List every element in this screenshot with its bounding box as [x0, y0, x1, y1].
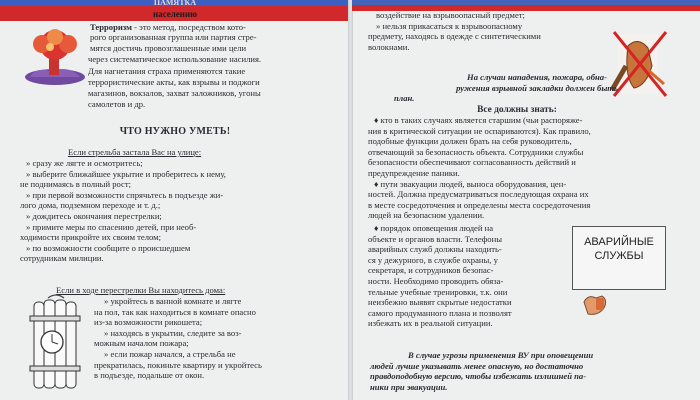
home-list [94, 296, 332, 381]
list-item: ся у дежурного, в службе охраны, у [368, 254, 498, 265]
home-heading: Если в ходе перестрелки Вы находитесь дома: [56, 285, 226, 295]
intro-term: Терроризм [90, 22, 132, 32]
list-item: » при первой возможности спрячьтесь в подъезде жи- [26, 189, 224, 200]
list-item: » укройтесь в ванной комнате и лягте [104, 296, 242, 306]
list-item: воздействие на взрывоопасный предмет; [376, 10, 525, 20]
list-item: не поднимаясь в полный рост; [20, 179, 131, 190]
intro-line-b: рого организованная группа или партия стре- [90, 32, 257, 42]
attack-plan-title: На случаи нападения, пожара, обна- ружения взрывной закладки должен быть план. [394, 72, 618, 104]
list-item: » примите меры по спасению детей, при необ- [26, 221, 197, 232]
header-title-top: ПАМЯТКА [153, 0, 197, 7]
list-item: самого продуманного плана и позволят [368, 307, 512, 318]
list-item: избежать их в реальной ситуации. [368, 318, 493, 329]
list-item: тельные учебные тренировки, т.к. они [368, 286, 508, 297]
right-page [352, 0, 700, 400]
intro-line-d: через систематическое использование насилия. [88, 54, 262, 64]
street-list [20, 158, 332, 264]
list-item: ходимости прикройте их своим телом; [20, 232, 161, 243]
know-list-full [368, 115, 692, 221]
list-item: » сразу же лягте и осмотритесь; [26, 158, 143, 168]
intro-line-a: - это метод, посредством кото- [132, 22, 246, 32]
list-item: объекте и органов власти. Телефоны [368, 233, 502, 244]
intro-line-g: магазинов, вокзалов, захват заложников, угоны [88, 88, 261, 98]
list-item: ности. Необходимо проводить обяза- [368, 275, 504, 286]
list-item: ♦ пути эвакуации людей, выноса оборудования, цен- [374, 178, 567, 189]
intro-line-h: самолетов и др. [88, 99, 146, 109]
street-heading: Если стрельба застала Вас на улице: [68, 147, 202, 157]
list-item: » если пожар начался, а стрельба не [104, 348, 236, 359]
list-item: на пол, так как находиться в комнате опасно [94, 306, 256, 317]
emergency-services-box [572, 226, 666, 290]
list-item: ностей. Должна предусматриваться последующая охрана их [368, 189, 589, 200]
intro-line-c: мятся достичь провозглашенные ими цели [90, 43, 247, 53]
list-item: в месте сосредоточения и определены места сосредоточения [368, 199, 591, 210]
list-item: предупреждение паники. [368, 167, 460, 178]
list-item: прекратилась, покиньте квартиру и укройтесь [94, 359, 262, 370]
list-item: неизбежно выявят скрытые недостатки [368, 297, 512, 308]
list-item: » дождитесь окончания перестрелки; [26, 210, 162, 221]
intro-line-f: террористические акты, как взрывы и поджоги [88, 77, 260, 87]
section-title: ЧТО НУЖНО УМЕТЬ! [119, 126, 231, 137]
list-item: лого дома, подземном переходе и т. д.; [20, 200, 161, 211]
bottom-note: В случае угрозы применения ВУ при оповещении людей лучше указывать менее опасную, но достаточно правдоподобную версию, чтобы избежать излишней па- ники при эвакуации. [370, 350, 594, 392]
list-item: волокнами. [368, 41, 410, 52]
all-must-know-heading: Все должны знать: [477, 105, 557, 115]
list-item: аварийных служб должны находить- [368, 244, 502, 255]
list-item: » по возможности сообщите о происшедшем [26, 242, 191, 253]
list-item: людей на безопасном удалении. [368, 210, 485, 221]
list-item: ♦ порядок оповещения людей на [374, 223, 494, 233]
dynamite-bomb-icon [26, 292, 84, 392]
header-title: населению [152, 9, 198, 19]
list-item: в подъезде, подальше от окон. [94, 370, 205, 381]
list-item: » находясь в укрытии, следите за воз- [104, 327, 242, 338]
emergency-line-2: СЛУЖБЫ [594, 250, 644, 262]
list-item: » выберите ближайшее укрытие и проберитесь к нему, [26, 168, 226, 179]
list-item: можным началом пожара; [94, 338, 189, 349]
list-item: сотрудникам милиции. [20, 253, 104, 264]
intro-line-e: Для нагнетания страха применяются такие [88, 66, 246, 76]
know-list-narrow [368, 223, 568, 329]
emergency-line-1: АВАРИЙНЫЕ [584, 236, 654, 248]
phone-hand-icon [580, 292, 610, 318]
explosion-icon [20, 27, 90, 87]
list-item: из-за возможности рикошета; [94, 317, 203, 328]
list-item: предмету, находясь в одежде с синтетическими [368, 31, 541, 42]
list-item: секретаря, и сотрудников безопас- [368, 265, 494, 276]
list-item: ния в критической ситуации не оспариваются). Как правило, [368, 125, 591, 136]
list-item: безопасности обеспечивают согласованность действий и [368, 157, 576, 168]
list-item: ♦ кто в таких случаях является старшим (чьи распоряже- [374, 115, 583, 125]
list-item: отвечающий за безопасность объекта. Сотрудники службы [368, 146, 584, 157]
list-item: подобные функции должен брать на себя руководитель, [368, 136, 572, 147]
list-item: » нельзя прикасаться к взрывоопасному [376, 20, 523, 31]
top-list [368, 10, 608, 52]
